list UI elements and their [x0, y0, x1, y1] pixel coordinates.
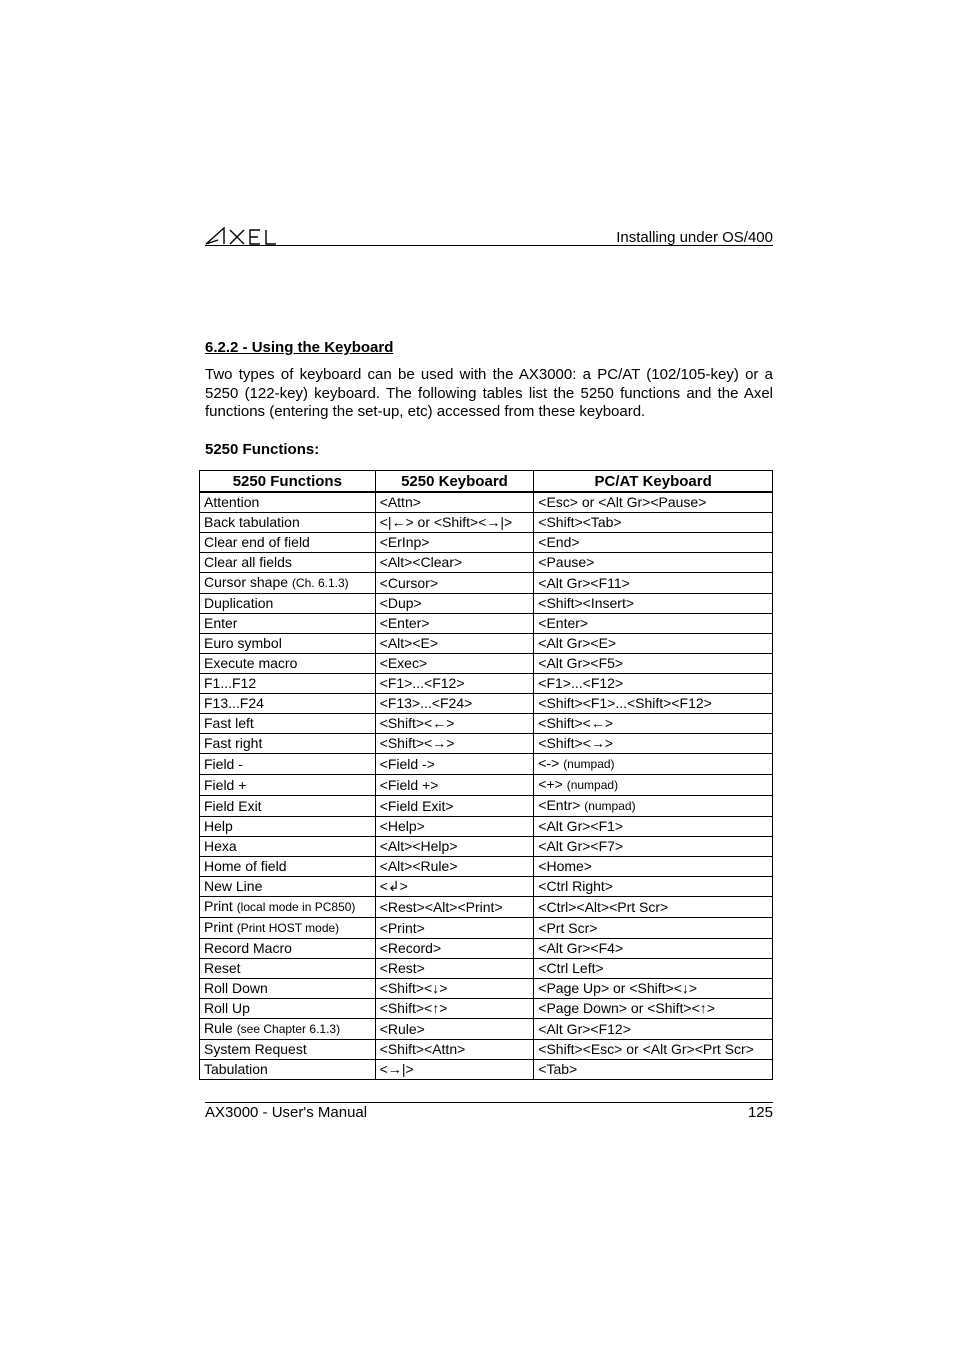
table-row: [200, 573, 773, 594]
table-row: [200, 674, 773, 694]
keyboard-5250-cell: [375, 796, 534, 817]
function-cell: [200, 817, 376, 837]
keyboard-pcat-cell-text: <+>: [538, 776, 563, 792]
keyboard-pcat-cell-text: <Shift><F1>...<Shift><F12>: [538, 695, 712, 711]
table-row: [200, 897, 773, 918]
keyboard-5250-cell-text: <Rest><Alt><Print>: [379, 898, 503, 915]
keyboard-pcat-cell: [534, 979, 773, 999]
keyboard-5250-cell-text: <Shift><↓>: [379, 980, 448, 996]
keyboard-5250-cell: [375, 492, 534, 513]
function-cell-note: (Print HOST mode): [236, 921, 340, 935]
table-row: [200, 877, 773, 897]
keyboard-5250-cell: [375, 754, 534, 775]
keyboard-5250-cell: [375, 594, 534, 614]
keyboard-pcat-cell: [534, 939, 773, 959]
function-cell-text: Duplication: [204, 595, 274, 611]
keyboard-5250-cell-text: <Alt><Help>: [379, 838, 458, 854]
keyboard-pcat-cell: [534, 754, 773, 775]
table-row: [200, 979, 773, 999]
keyboard-pcat-cell: [534, 877, 773, 897]
table-row: [200, 654, 773, 674]
table-row: [200, 1019, 773, 1040]
function-cell: [200, 654, 376, 674]
keyboard-5250-cell: [375, 694, 534, 714]
function-cell: [200, 714, 376, 734]
function-cell: [200, 734, 376, 754]
table-row: [200, 1040, 773, 1060]
keyboard-5250-cell-text: <Shift><Attn>: [379, 1041, 466, 1057]
keyboard-5250-cell: [375, 634, 534, 654]
keyboard-pcat-cell: [534, 1040, 773, 1060]
keyboard-pcat-cell-text: <Pause>: [538, 554, 595, 570]
keyboard-5250-cell: [375, 614, 534, 634]
header-5250-keyboard: 5250 Keyboard: [375, 471, 534, 493]
intro-paragraph: Two types of keyboard can be used with the AX3000: a PC/AT (102/105-key) or a 5250 (122-key) keyboard. The following tables list the 5250 functions and the Axel functions (entering the set-up, etc) accessed from these keyboard.: [205, 366, 773, 420]
function-cell-text: F13...F24: [204, 695, 264, 711]
keyboard-pcat-cell-text: <->: [538, 755, 560, 771]
function-cell-text: Cursor shape: [204, 574, 289, 590]
table-row: [200, 1060, 773, 1080]
table-row: [200, 796, 773, 817]
keyboard-5250-cell: [375, 1019, 534, 1040]
function-cell-text: Field Exit: [204, 797, 262, 814]
keyboard-pcat-cell: [534, 634, 773, 654]
function-cell: [200, 553, 376, 573]
header-functions: 5250 Functions: [200, 471, 376, 493]
table-row: [200, 694, 773, 714]
keyboard-5250-cell: [375, 513, 534, 533]
keyboard-5250-cell: [375, 734, 534, 754]
functions-table: [199, 470, 773, 1080]
keyboard-pcat-cell: [534, 654, 773, 674]
keyboard-5250-cell: [375, 553, 534, 573]
function-cell-text: Print: [204, 898, 233, 914]
function-cell: [200, 918, 376, 939]
table-row: [200, 959, 773, 979]
keyboard-pcat-cell-note: (numpad): [563, 757, 615, 771]
keyboard-pcat-cell-text: <Alt Gr><F5>: [538, 655, 624, 671]
function-cell: [200, 492, 376, 513]
keyboard-pcat-cell-text: <Shift><Insert>: [538, 595, 635, 611]
table-subheading: 5250 Functions:: [205, 441, 320, 458]
keyboard-pcat-cell-text: <Alt Gr><F11>: [538, 574, 630, 591]
table-row: [200, 857, 773, 877]
table-row: [200, 513, 773, 533]
function-cell-text: Attention: [204, 494, 260, 510]
function-cell: [200, 513, 376, 533]
keyboard-pcat-cell-text: <Enter>: [538, 615, 589, 631]
keyboard-pcat-cell-text: <Tab>: [538, 1061, 578, 1077]
keyboard-pcat-cell-note: (numpad): [584, 799, 636, 813]
keyboard-pcat-cell: [534, 817, 773, 837]
header-pcat-keyboard: PC/AT Keyboard: [534, 471, 773, 493]
keyboard-pcat-cell: [534, 694, 773, 714]
function-cell: [200, 857, 376, 877]
function-cell-text: Field -: [204, 755, 243, 772]
keyboard-5250-cell-text: <Enter>: [379, 615, 430, 631]
keyboard-5250-cell-text: <Shift><←>: [379, 715, 455, 731]
section-title: 6.2.2 - Using the Keyboard: [205, 339, 394, 356]
footer-rule: [205, 1102, 773, 1103]
table-header-row: [200, 471, 773, 493]
keyboard-5250-cell: [375, 714, 534, 734]
keyboard-pcat-cell-text: <Shift><Esc> or <Alt Gr><Prt Scr>: [538, 1041, 754, 1057]
keyboard-5250-cell: [375, 1040, 534, 1060]
function-cell: [200, 754, 376, 775]
table-row: [200, 634, 773, 654]
keyboard-5250-cell: [375, 775, 534, 796]
keyboard-pcat-cell-text: <F1>...<F12>: [538, 675, 624, 691]
keyboard-pcat-cell: [534, 573, 773, 594]
table-row: [200, 614, 773, 634]
function-cell: [200, 959, 376, 979]
keyboard-pcat-cell-text: <Alt Gr><F1>: [538, 818, 624, 834]
table-row: [200, 754, 773, 775]
table-row: [200, 492, 773, 513]
keyboard-pcat-cell: [534, 1019, 773, 1040]
table-row: [200, 918, 773, 939]
keyboard-pcat-cell-text: <Page Down> or <Shift><↑>: [538, 1000, 715, 1016]
function-cell-text: Back tabulation: [204, 514, 300, 530]
keyboard-5250-cell: [375, 999, 534, 1019]
keyboard-pcat-cell-text: <Esc> or <Alt Gr><Pause>: [538, 494, 707, 510]
keyboard-5250-cell-text: <|←> or <Shift><→|>: [379, 514, 513, 530]
function-cell: [200, 877, 376, 897]
keyboard-pcat-cell: [534, 796, 773, 817]
function-cell: [200, 594, 376, 614]
keyboard-pcat-cell-text: <Alt Gr><E>: [538, 635, 617, 651]
keyboard-pcat-cell: [534, 674, 773, 694]
keyboard-pcat-cell: [534, 999, 773, 1019]
page-number: 125: [747, 1104, 773, 1121]
function-cell: [200, 533, 376, 553]
table-row: [200, 999, 773, 1019]
keyboard-5250-cell-text: <F1>...<F12>: [379, 675, 465, 691]
function-cell: [200, 979, 376, 999]
function-cell-note: (see Chapter 6.1.3): [236, 1022, 341, 1036]
keyboard-5250-cell-text: <Alt><E>: [379, 635, 439, 651]
table-row: [200, 775, 773, 796]
function-cell-text: Hexa: [204, 838, 237, 854]
axel-logo: [204, 226, 290, 246]
function-cell-note: (local mode in PC850): [236, 900, 356, 914]
keyboard-pcat-cell: [534, 959, 773, 979]
table-row: [200, 553, 773, 573]
keyboard-pcat-cell: [534, 492, 773, 513]
function-cell: [200, 634, 376, 654]
table-row: [200, 939, 773, 959]
keyboard-5250-cell-text: <Attn>: [379, 494, 421, 510]
function-cell-text: F1...F12: [204, 675, 257, 691]
function-cell-text: Rule: [204, 1020, 233, 1036]
keyboard-5250-cell: [375, 573, 534, 594]
keyboard-5250-cell-text: <Rest>: [379, 960, 425, 976]
keyboard-pcat-cell: [534, 918, 773, 939]
keyboard-5250-cell-text: <Field ->: [379, 755, 435, 772]
keyboard-5250-cell: [375, 674, 534, 694]
keyboard-pcat-cell-text: <Ctrl><Alt><Prt Scr>: [538, 898, 669, 915]
keyboard-5250-cell-text: <Alt><Clear>: [379, 554, 463, 570]
keyboard-5250-cell: [375, 979, 534, 999]
keyboard-pcat-cell-text: <Page Up> or <Shift><↓>: [538, 980, 698, 996]
keyboard-5250-cell-text: <Field Exit>: [379, 797, 454, 814]
keyboard-pcat-cell: [534, 775, 773, 796]
function-cell: [200, 573, 376, 594]
keyboard-5250-cell-text: <Help>: [379, 818, 425, 834]
keyboard-pcat-cell-text: <Shift><→>: [538, 735, 613, 751]
function-cell-text: New Line: [204, 878, 263, 894]
keyboard-5250-cell-text: <Record>: [379, 940, 442, 956]
keyboard-5250-cell-text: <Alt><Rule>: [379, 858, 458, 874]
function-cell: [200, 775, 376, 796]
table-row: [200, 594, 773, 614]
keyboard-pcat-cell: [534, 614, 773, 634]
function-cell: [200, 897, 376, 918]
keyboard-pcat-cell-text: <Alt Gr><F4>: [538, 940, 624, 956]
table-row: [200, 837, 773, 857]
keyboard-pcat-cell: [534, 837, 773, 857]
function-cell: [200, 614, 376, 634]
function-cell: [200, 674, 376, 694]
keyboard-pcat-cell: [534, 714, 773, 734]
function-cell: [200, 1040, 376, 1060]
function-cell-text: Reset: [204, 960, 241, 976]
keyboard-5250-cell-text: <ErInp>: [379, 534, 430, 550]
keyboard-pcat-cell-text: <End>: [538, 534, 580, 550]
table-row: [200, 714, 773, 734]
function-cell: [200, 796, 376, 817]
function-cell-text: Record Macro: [204, 940, 292, 956]
keyboard-pcat-cell: [534, 553, 773, 573]
keyboard-pcat-cell-text: <Ctrl Left>: [538, 960, 604, 976]
keyboard-5250-cell-text: <Shift><→>: [379, 735, 455, 751]
function-cell-text: Fast left: [204, 715, 254, 731]
keyboard-5250-cell-text: <↲>: [379, 878, 408, 894]
function-cell-text: Print: [204, 919, 233, 935]
keyboard-5250-cell: [375, 817, 534, 837]
function-cell-text: Enter: [204, 615, 238, 631]
function-cell-text: Clear end of field: [204, 534, 310, 550]
keyboard-5250-cell: [375, 897, 534, 918]
keyboard-pcat-cell: [534, 594, 773, 614]
function-cell-text: Clear all fields: [204, 554, 292, 570]
keyboard-5250-cell-text: <Print>: [379, 919, 425, 936]
keyboard-5250-cell-text: <Exec>: [379, 655, 428, 671]
keyboard-pcat-cell-text: <Alt Gr><F12>: [538, 1020, 631, 1037]
keyboard-5250-cell: [375, 533, 534, 553]
function-cell-text: Fast right: [204, 735, 263, 751]
function-cell-text: Roll Up: [204, 1000, 250, 1016]
keyboard-5250-cell: [375, 877, 534, 897]
function-cell-text: Home of field: [204, 858, 287, 874]
keyboard-pcat-cell-text: <Home>: [538, 858, 592, 874]
function-cell-text: Roll Down: [204, 980, 268, 996]
function-cell-text: Euro symbol: [204, 635, 282, 651]
keyboard-5250-cell: [375, 654, 534, 674]
function-cell: [200, 999, 376, 1019]
keyboard-5250-cell-text: <Dup>: [379, 595, 422, 611]
function-cell-text: System Request: [204, 1041, 307, 1057]
keyboard-5250-cell-text: <Cursor>: [379, 574, 439, 591]
keyboard-pcat-cell: [534, 734, 773, 754]
keyboard-5250-cell: [375, 918, 534, 939]
table-row: [200, 734, 773, 754]
keyboard-pcat-cell-text: <Alt Gr><F7>: [538, 838, 624, 854]
keyboard-5250-cell: [375, 857, 534, 877]
function-cell: [200, 1060, 376, 1080]
keyboard-5250-cell-text: <Rule>: [379, 1020, 425, 1037]
keyboard-5250-cell-text: <→|>: [379, 1061, 414, 1077]
header-section-title: Installing under OS/400: [616, 229, 773, 246]
keyboard-pcat-cell: [534, 897, 773, 918]
keyboard-5250-cell: [375, 939, 534, 959]
function-cell-text: Execute macro: [204, 655, 298, 671]
keyboard-5250-cell: [375, 959, 534, 979]
function-cell: [200, 939, 376, 959]
keyboard-pcat-cell-text: <Entr>: [538, 797, 581, 813]
function-cell-text: Tabulation: [204, 1061, 268, 1077]
keyboard-pcat-cell: [534, 857, 773, 877]
keyboard-5250-cell-text: <Field +>: [379, 776, 439, 793]
keyboard-pcat-cell: [534, 1060, 773, 1080]
function-cell: [200, 1019, 376, 1040]
function-cell: [200, 837, 376, 857]
footer-manual-title: AX3000 - User's Manual: [205, 1104, 368, 1121]
keyboard-5250-cell-text: <Shift><↑>: [379, 1000, 448, 1016]
keyboard-5250-cell-text: <F13>...<F24>: [379, 695, 473, 711]
function-cell-text: Help: [204, 818, 233, 834]
function-cell-note: (Ch. 6.1.3): [291, 576, 349, 590]
keyboard-pcat-cell: [534, 533, 773, 553]
keyboard-pcat-cell-text: <Shift><←>: [538, 715, 613, 731]
function-cell-text: Field +: [204, 776, 247, 793]
keyboard-pcat-cell: [534, 513, 773, 533]
table-row: [200, 817, 773, 837]
keyboard-pcat-cell-text: <Prt Scr>: [538, 919, 598, 936]
function-cell: [200, 694, 376, 714]
keyboard-5250-cell: [375, 837, 534, 857]
keyboard-5250-cell: [375, 1060, 534, 1080]
keyboard-pcat-cell-text: <Ctrl Right>: [538, 878, 613, 894]
keyboard-pcat-cell-note: (numpad): [566, 778, 619, 792]
table-row: [200, 533, 773, 553]
keyboard-pcat-cell-text: <Shift><Tab>: [538, 514, 622, 530]
